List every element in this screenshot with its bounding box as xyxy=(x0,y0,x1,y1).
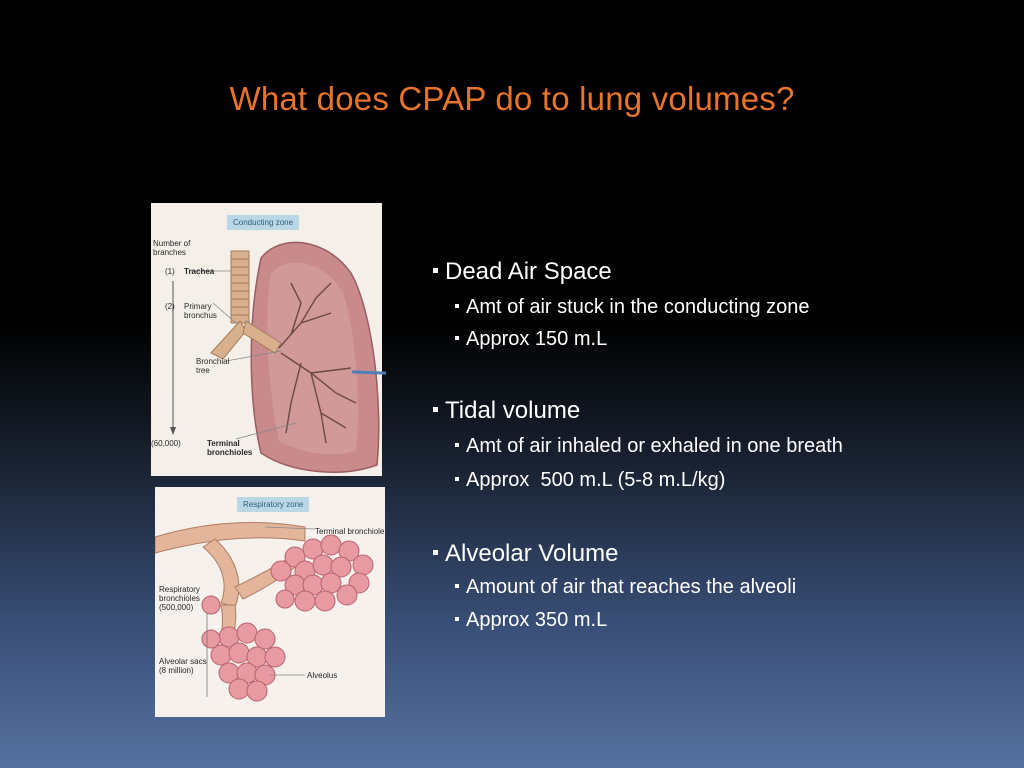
alveolus-label: Alveolus xyxy=(307,671,338,680)
sub-bullet xyxy=(455,576,796,599)
branch-count-1: (1) xyxy=(165,267,175,276)
bullet-marker xyxy=(433,268,438,273)
bullet-marker xyxy=(455,443,459,447)
sub-bullet xyxy=(455,328,607,351)
bullet-marker xyxy=(455,617,459,621)
branch-count-60000: (60,000) xyxy=(151,439,181,448)
bullet-marker xyxy=(455,336,459,340)
terminal-bronchiole-label: Terminal bronchiole xyxy=(315,527,385,536)
bronchial-tree-label: Bronchial tree xyxy=(196,357,230,375)
bullet-marker xyxy=(455,584,459,588)
alveolar-sacs-count: (8 million) xyxy=(159,666,194,675)
bullet-marker xyxy=(433,407,438,412)
sub-bullet-text: Approx 350 m.L xyxy=(466,609,608,631)
slide-title: What does CPAP do to lung volumes? xyxy=(229,80,795,117)
primary-bronchus-label: Primary bronchus xyxy=(184,302,217,320)
sub-bullet xyxy=(455,435,843,458)
respiratory-zone-label: Respiratory zone xyxy=(237,497,309,512)
respiratory-zone-figure xyxy=(155,487,385,717)
sub-bullet xyxy=(455,609,607,632)
bullet-marker xyxy=(433,550,438,555)
sub-bullet-text: Approx 150 m.L xyxy=(466,328,608,350)
sub-bullet-text: Approx 500 m.L (5-8 m.L/kg) xyxy=(466,469,726,491)
trachea-label: Trachea xyxy=(184,267,215,276)
bullet-dead-air-space xyxy=(433,258,612,286)
respiratory-bronchioles-label: Respiratory bronchioles xyxy=(159,585,200,603)
sub-bullet-text: Amt of air stuck in the conducting zone xyxy=(466,296,810,318)
terminal-bronchioles-label: Terminal bronchioles xyxy=(207,439,253,457)
bullet-marker xyxy=(455,304,459,308)
sub-bullet xyxy=(455,469,725,492)
respiratory-bronchioles-count: (500,000) xyxy=(159,603,194,612)
bullet-heading: Dead Air Space xyxy=(445,258,612,285)
bullet-marker xyxy=(455,477,459,481)
branches-heading: Number of branches xyxy=(153,239,191,257)
bullet-heading: Alveolar Volume xyxy=(445,540,619,567)
conducting-zone-figure xyxy=(151,203,382,476)
sub-bullet-text: Amt of air inhaled or exhaled in one breath xyxy=(466,435,843,457)
branch-count-2: (2) xyxy=(165,302,175,311)
alveolar-sacs-label: Alveolar sacs xyxy=(159,657,207,666)
bullet-tidal-volume xyxy=(433,397,580,425)
sub-bullet-text: Amount of air that reaches the alveoli xyxy=(466,576,797,598)
conducting-zone-label: Conducting zone xyxy=(227,215,299,230)
sub-bullet xyxy=(455,296,810,319)
bullet-alveolar-volume xyxy=(433,540,618,568)
bullet-heading: Tidal volume xyxy=(445,397,581,424)
